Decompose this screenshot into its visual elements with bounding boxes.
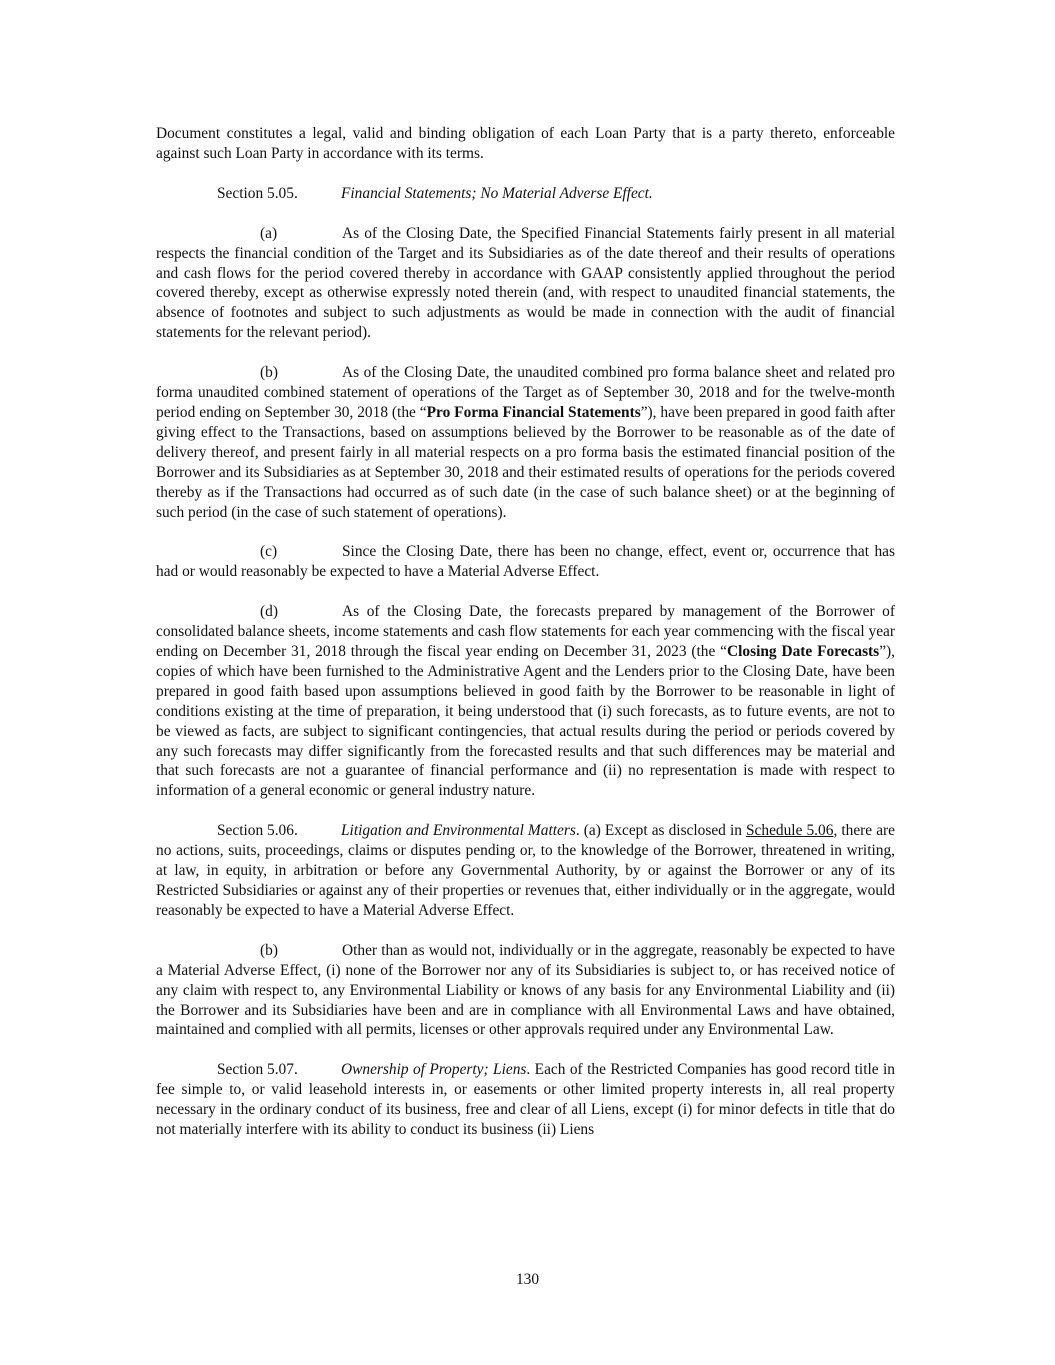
defined-term: Closing Date Forecasts bbox=[727, 643, 880, 661]
clause-text: Other than as would not, individually or in the aggregate, reasonably be expected to have a Material Adverse Effect, (i) none of the Borrower nor any of its Subsidiaries is subject to, or has received notice of any claim with respect to, any Environmental Liability or knows of any basis for any Environmental Liability and (ii) the Borrower and its Subsidiaries have been and are in compliance with all Environmental Laws and have obtained, maintained and complied with all permits, licenses or other approvals required under any Environmental Law. bbox=[156, 941, 895, 1039]
clause-text: , there are no actions, suits, proceedings, claims or disputes pending or, to the knowledge of the Borrower, threatened in writing, at law, in equity, in arbitration or before any Governmental Authority, by or against the Borrower or any of its Restricted Subsidiaries or against any of their properties or revenues that, either individually or in the aggregate, would reasonably be expected to have a Material Adverse Effect. bbox=[156, 822, 895, 919]
clause-text: ”), have been prepared in good faith after giving effect to the Transactions, based on assumptions believed by the Borrower to be reasonable as of the date of delivery thereof, and present fairly in all material respects on a pro forma basis the estimated financial position of the Borrower and its Subsidiaries as at September 30, 2018 and their estimated results of operations for the periods covered thereby as if the Transactions had occurred as of such date (in the case of such balance sheet) or at the beginning of such period (in the case of such statement of operations). bbox=[156, 403, 895, 521]
continuation-paragraph: Document constitutes a legal, valid and binding obligation of each Loan Party that is a party thereto, enforceable against such Loan Party in accordance with its terms. bbox=[156, 125, 895, 162]
clause-label: (a) bbox=[260, 224, 278, 242]
section-5-05-c bbox=[156, 542, 895, 582]
section-5-05-d bbox=[156, 602, 895, 801]
defined-term: Pro Forma Financial Statements bbox=[426, 403, 641, 421]
section-title: Litigation and Environmental Matters bbox=[341, 822, 576, 840]
section-number: Section 5.05. bbox=[217, 184, 298, 202]
clause-text: . Each of the Restricted Companies has good record title in fee simple to, or valid leasehold interests in, or easements or other limited property interests in, all real property necessary in the ordinary conduct of its business, free and clear of all Liens, except (i) for minor defects in title that do not materially interfere with its ability to conduct its business (ii) Liens bbox=[156, 1061, 895, 1139]
section-5-07 bbox=[156, 1060, 895, 1140]
clause-label: (c) bbox=[260, 543, 278, 561]
section-5-05-a bbox=[156, 224, 895, 343]
schedule-reference: Schedule 5.06 bbox=[746, 822, 834, 840]
clause-label: (d) bbox=[260, 603, 278, 621]
section-title: Financial Statements; No Material Adverse Effect. bbox=[341, 184, 653, 202]
section-5-06-b bbox=[156, 941, 895, 1041]
document-page bbox=[156, 124, 895, 1140]
clause-text: ”), copies of which have been furnished to the Administrative Agent and the Lenders prior to the Closing Date, have been prepared in good faith based upon assumptions believed in good faith by the Borrower to be reasonable in light of conditions existing at the time of preparation, it being understood that (i) such forecasts, as to future events, are not to be viewed as facts, are subject to significant contingencies, that actual results during the period or periods covered by any such forecasts may differ significantly from the forecasted results and that such differences may be material and that such forecasts are not a guarantee of financial performance and (ii) no representation is made with respect to information of a general economic or general industry nature. bbox=[156, 643, 895, 800]
section-title: Ownership of Property; Liens bbox=[341, 1061, 527, 1079]
clause-label: (b) bbox=[260, 941, 278, 959]
section-number: Section 5.06. bbox=[217, 822, 298, 840]
section-number: Section 5.07. bbox=[217, 1061, 298, 1079]
clause-text: As of the Closing Date, the unaudited combined pro forma balance sheet and related pro forma unaudited combined statement of operations of the Target as of September 30, 2018 and for the twelve-month period ending on September 30, 2018 (the “ bbox=[156, 364, 895, 421]
section-5-05-heading bbox=[156, 184, 895, 204]
section-5-05-b bbox=[156, 363, 895, 522]
clause-text: . (a) Except as disclosed in bbox=[575, 822, 746, 840]
section-5-06-a bbox=[156, 821, 895, 921]
clause-text: As of the Closing Date, the forecasts prepared by management of the Borrower of consolidated balance sheets, income statements and cash flow statements for each year commencing with the fiscal year ending on December 31, 2018 through the fiscal year ending on December 31, 2023 (the “ bbox=[156, 603, 895, 661]
clause-label: (b) bbox=[260, 364, 278, 382]
page-number: 130 bbox=[515, 1271, 540, 1288]
clause-text: Since the Closing Date, there has been no change, effect, event or, occurrence that has had or would reasonably be expected to have a Material Adverse Effect. bbox=[156, 543, 895, 581]
clause-text: As of the Closing Date, the Specified Financial Statements fairly present in all material respects the financial condition of the Target and its Subsidiaries as of the date thereof and their results of operations and cash flows for the period covered thereby in accordance with GAAP consistently applied throughout the period covered thereby, except as otherwise expressly noted therein (and, with respect to unaudited financial statements, the absence of footnotes and subject to such adjustments as would be made in connection with the audit of financial statements for the relevant period). bbox=[156, 224, 895, 342]
